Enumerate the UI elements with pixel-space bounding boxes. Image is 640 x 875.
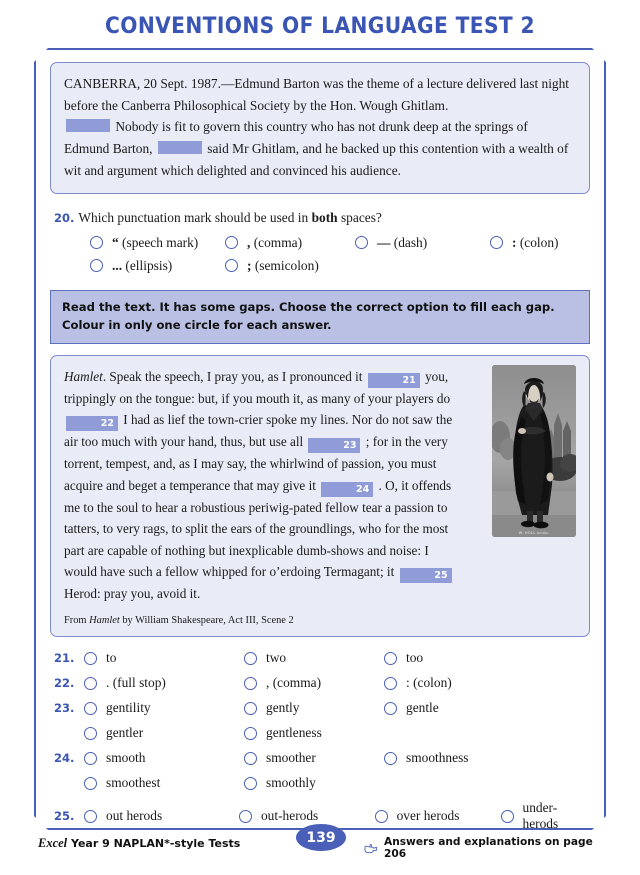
page-number-badge: 139 [296,824,346,851]
hamlet-text-6: Herod: pray you, avoid it. [64,586,201,602]
answer-row-24 [54,750,590,766]
radio-circle-icon[interactable] [244,677,257,690]
option-20-d[interactable] [490,235,559,251]
answer-24-option-d-label: smoothest [106,775,161,791]
option-20-a[interactable] [90,235,225,251]
answer-23-option-e[interactable] [244,725,322,741]
radio-circle-icon[interactable] [244,652,257,665]
hamlet-speaker: Hamlet [64,368,103,384]
question-20-number: 20. [54,210,75,225]
answer-23-option-c[interactable] [384,700,439,716]
pointing-hand-icon [364,843,378,854]
option-20-c-label: — (dash) [377,234,428,250]
radio-circle-icon[interactable] [225,236,238,249]
question-20-options-row-1 [54,235,590,251]
answer-23-option-d-label: gentler [106,725,144,741]
answer-21-option-b-label: two [266,650,287,666]
radio-circle-icon[interactable] [90,236,103,249]
footer-series: Year 9 NAPLAN*-style Tests [67,837,241,850]
answer-number-23: 23. [54,701,75,716]
hamlet-illustration [492,365,576,537]
radio-circle-icon[interactable] [225,259,238,272]
answer-22-option-a-label: . (full stop) [106,675,166,691]
answer-21-option-b[interactable] [244,650,384,666]
answer-23-option-a-label: gentility [106,700,151,716]
test-content [34,48,606,830]
question-20-stem-before: Which punctuation mark should be used in [78,209,312,225]
option-20-f-label: ; (semicolon) [247,257,319,273]
gap-marker-23[interactable]: 23 [308,438,360,453]
blank-space-1[interactable] [66,119,110,132]
hamlet-engraving-svg [492,365,576,537]
answer-row-23-continued [54,725,590,741]
answer-24-option-a[interactable] [84,750,244,766]
answer-24-option-a-label: smooth [106,750,146,766]
passage-box-canberra [50,62,590,194]
radio-circle-icon[interactable] [90,259,103,272]
option-20-b[interactable] [225,235,355,251]
answer-23-option-e-label: gentleness [266,725,322,741]
gap-marker-25[interactable]: 25 [400,568,452,583]
answer-21-option-a-label: to [106,650,117,666]
answer-22-option-b-label: , (comma) [266,675,322,691]
answers-reference-label: Answers and explanations on page 206 [384,836,593,860]
radio-circle-icon[interactable] [84,702,97,715]
blank-space-2[interactable] [158,141,202,154]
answer-24-option-d[interactable] [84,775,244,791]
passage-paragraph-2 [64,116,576,181]
source-suffix: by William Shakespeare, Act III, Scene 2 [119,614,294,626]
answer-23-option-a[interactable] [84,700,244,716]
question-20-stem-bold: both [311,209,338,225]
hamlet-text-4: ; for in the very torrent, tempest, and, as I may say, the whirlwind of passion, you must acquire and beget a temperance that may give it [64,434,448,493]
radio-circle-icon[interactable] [84,652,97,665]
answer-22-option-c[interactable] [384,675,452,691]
radio-circle-icon[interactable] [490,236,503,249]
radio-circle-icon[interactable] [244,702,257,715]
hamlet-text-5: . O, it offends me to the soul to hear a robustious periwig-pated fellow tear a passion to tatters, to very rags, to split the ears of the groundlings, who for the most part are capable of nothing but inexplicable dumb-shows and noise: I would have such a fellow whipped for o’erdoing Termagant; it [64,477,452,580]
answer-row-22 [54,675,590,691]
instruction-line-2: Colour in only one circle for each answer. [62,317,332,332]
answer-24-option-c[interactable] [384,750,469,766]
passage-paragraph-1: CANBERRA, 20 Sept. 1987.—Edmund Barton was the theme of a lecture delivered last night before the Canberra Philosophical Society by the Hon. Wough Ghitlam. [64,76,570,113]
source-prefix: From [64,614,90,626]
footer-brand: Excel [38,836,68,850]
option-20-a-label: “ (speech mark) [112,234,199,250]
answer-23-option-b-label: gently [266,700,300,716]
passage-paragraph-2-part-a: Nobody is fit to govern this country who has not drunk deep at the springs of Edmund Barton, [64,119,528,157]
radio-circle-icon[interactable] [84,810,97,823]
answers-reference [364,836,606,860]
answer-25-option-d[interactable] [501,800,590,832]
radio-circle-icon[interactable] [355,236,368,249]
page-footer [34,829,606,860]
question-20 [50,208,590,274]
answer-23-option-c-label: gentle [406,700,439,716]
footer-series-text [38,836,240,851]
answer-24-option-b-label: smoother [266,750,316,766]
answer-23-option-d[interactable] [84,725,244,741]
answer-25-option-c[interactable] [375,808,501,824]
answer-24-option-c-label: smoothness [406,750,469,766]
answer-25-option-a-label: out herods [106,808,163,824]
option-20-c[interactable] [355,235,490,251]
answer-23-option-b[interactable] [244,700,384,716]
radio-circle-icon[interactable] [384,677,397,690]
answer-22-option-b[interactable] [244,675,384,691]
gap-marker-22[interactable]: 22 [66,416,118,431]
radio-circle-icon[interactable] [501,810,514,823]
passage-paragraph-2-part-b: said Mr Ghitlam, and he backed up this contention with a wealth of wit and argument which delighted and convinced his audience. [64,141,569,178]
answer-24-option-e-label: smoothly [266,775,316,791]
answers-list [50,650,590,832]
hamlet-text-2: you, trippingly on the tongue: but, if you mouth it, as many of your players do [64,368,451,406]
answer-25-option-c-label: over herods [396,808,460,824]
hamlet-section [50,355,590,638]
radio-circle-icon[interactable] [375,810,388,823]
answer-24-option-e[interactable] [244,775,316,791]
answer-21-option-c-label: too [406,650,424,666]
radio-circle-icon[interactable] [384,752,397,765]
radio-circle-icon[interactable] [384,652,397,665]
hamlet-text-3: I had as lief the town-crier spoke my lines. Nor do not saw the air too much with your hand, thus, but use all [64,412,453,450]
question-20-stem [54,208,590,228]
hamlet-source-credit [64,614,576,628]
option-20-d-label: : (colon) [512,234,559,250]
hamlet-passage-text [64,366,459,605]
radio-circle-icon[interactable] [384,702,397,715]
answer-24-option-b[interactable] [244,750,384,766]
gap-marker-24[interactable]: 24 [321,482,373,497]
answer-25-option-b[interactable] [239,808,375,824]
option-20-f[interactable] [225,258,319,274]
radio-circle-icon[interactable] [244,777,257,790]
answer-25-option-d-label: under-herods [522,800,559,832]
radio-circle-icon[interactable] [84,677,97,690]
instruction-box [50,290,590,344]
answer-number-25: 25. [54,809,75,824]
answer-number-24: 24. [54,751,75,766]
answer-row-24-continued [54,775,590,791]
gap-marker-21[interactable]: 21 [368,373,420,388]
radio-circle-icon[interactable] [239,810,252,823]
answer-21-option-c[interactable] [384,650,423,666]
question-20-stem-after: spaces? [337,209,382,225]
answer-number-21: 21. [54,651,75,666]
instruction-line-1: Read the text. It has some gaps. Choose the correct option to fill each gap. [62,299,555,314]
answer-row-23 [54,700,590,716]
answer-22-option-c-label: : (colon) [406,675,452,691]
radio-circle-icon[interactable] [84,727,97,740]
radio-circle-icon[interactable] [84,777,97,790]
source-title: Hamlet [89,614,120,626]
answer-25-option-a[interactable] [84,808,239,824]
answer-number-22: 22. [54,676,75,691]
answer-25-option-b-label: out-herods [260,808,319,824]
option-20-e[interactable] [90,258,225,274]
option-20-b-label: , (comma) [247,234,303,250]
illustration-caption: W. HOLL sculp. [518,530,550,535]
answer-21-option-a[interactable] [84,650,244,666]
answer-22-option-a[interactable] [84,675,244,691]
option-20-e-label: ... (ellipsis) [112,257,173,273]
answer-row-21 [54,650,590,666]
radio-circle-icon[interactable] [244,727,257,740]
radio-circle-icon[interactable] [244,752,257,765]
hamlet-text-1: . Speak the speech, I pray you, as I pronounced it [102,368,363,384]
page-title: CONVENTIONS OF LANGUAGE TEST 2 [105,14,535,39]
radio-circle-icon[interactable] [84,752,97,765]
question-20-options-row-2 [54,258,590,274]
